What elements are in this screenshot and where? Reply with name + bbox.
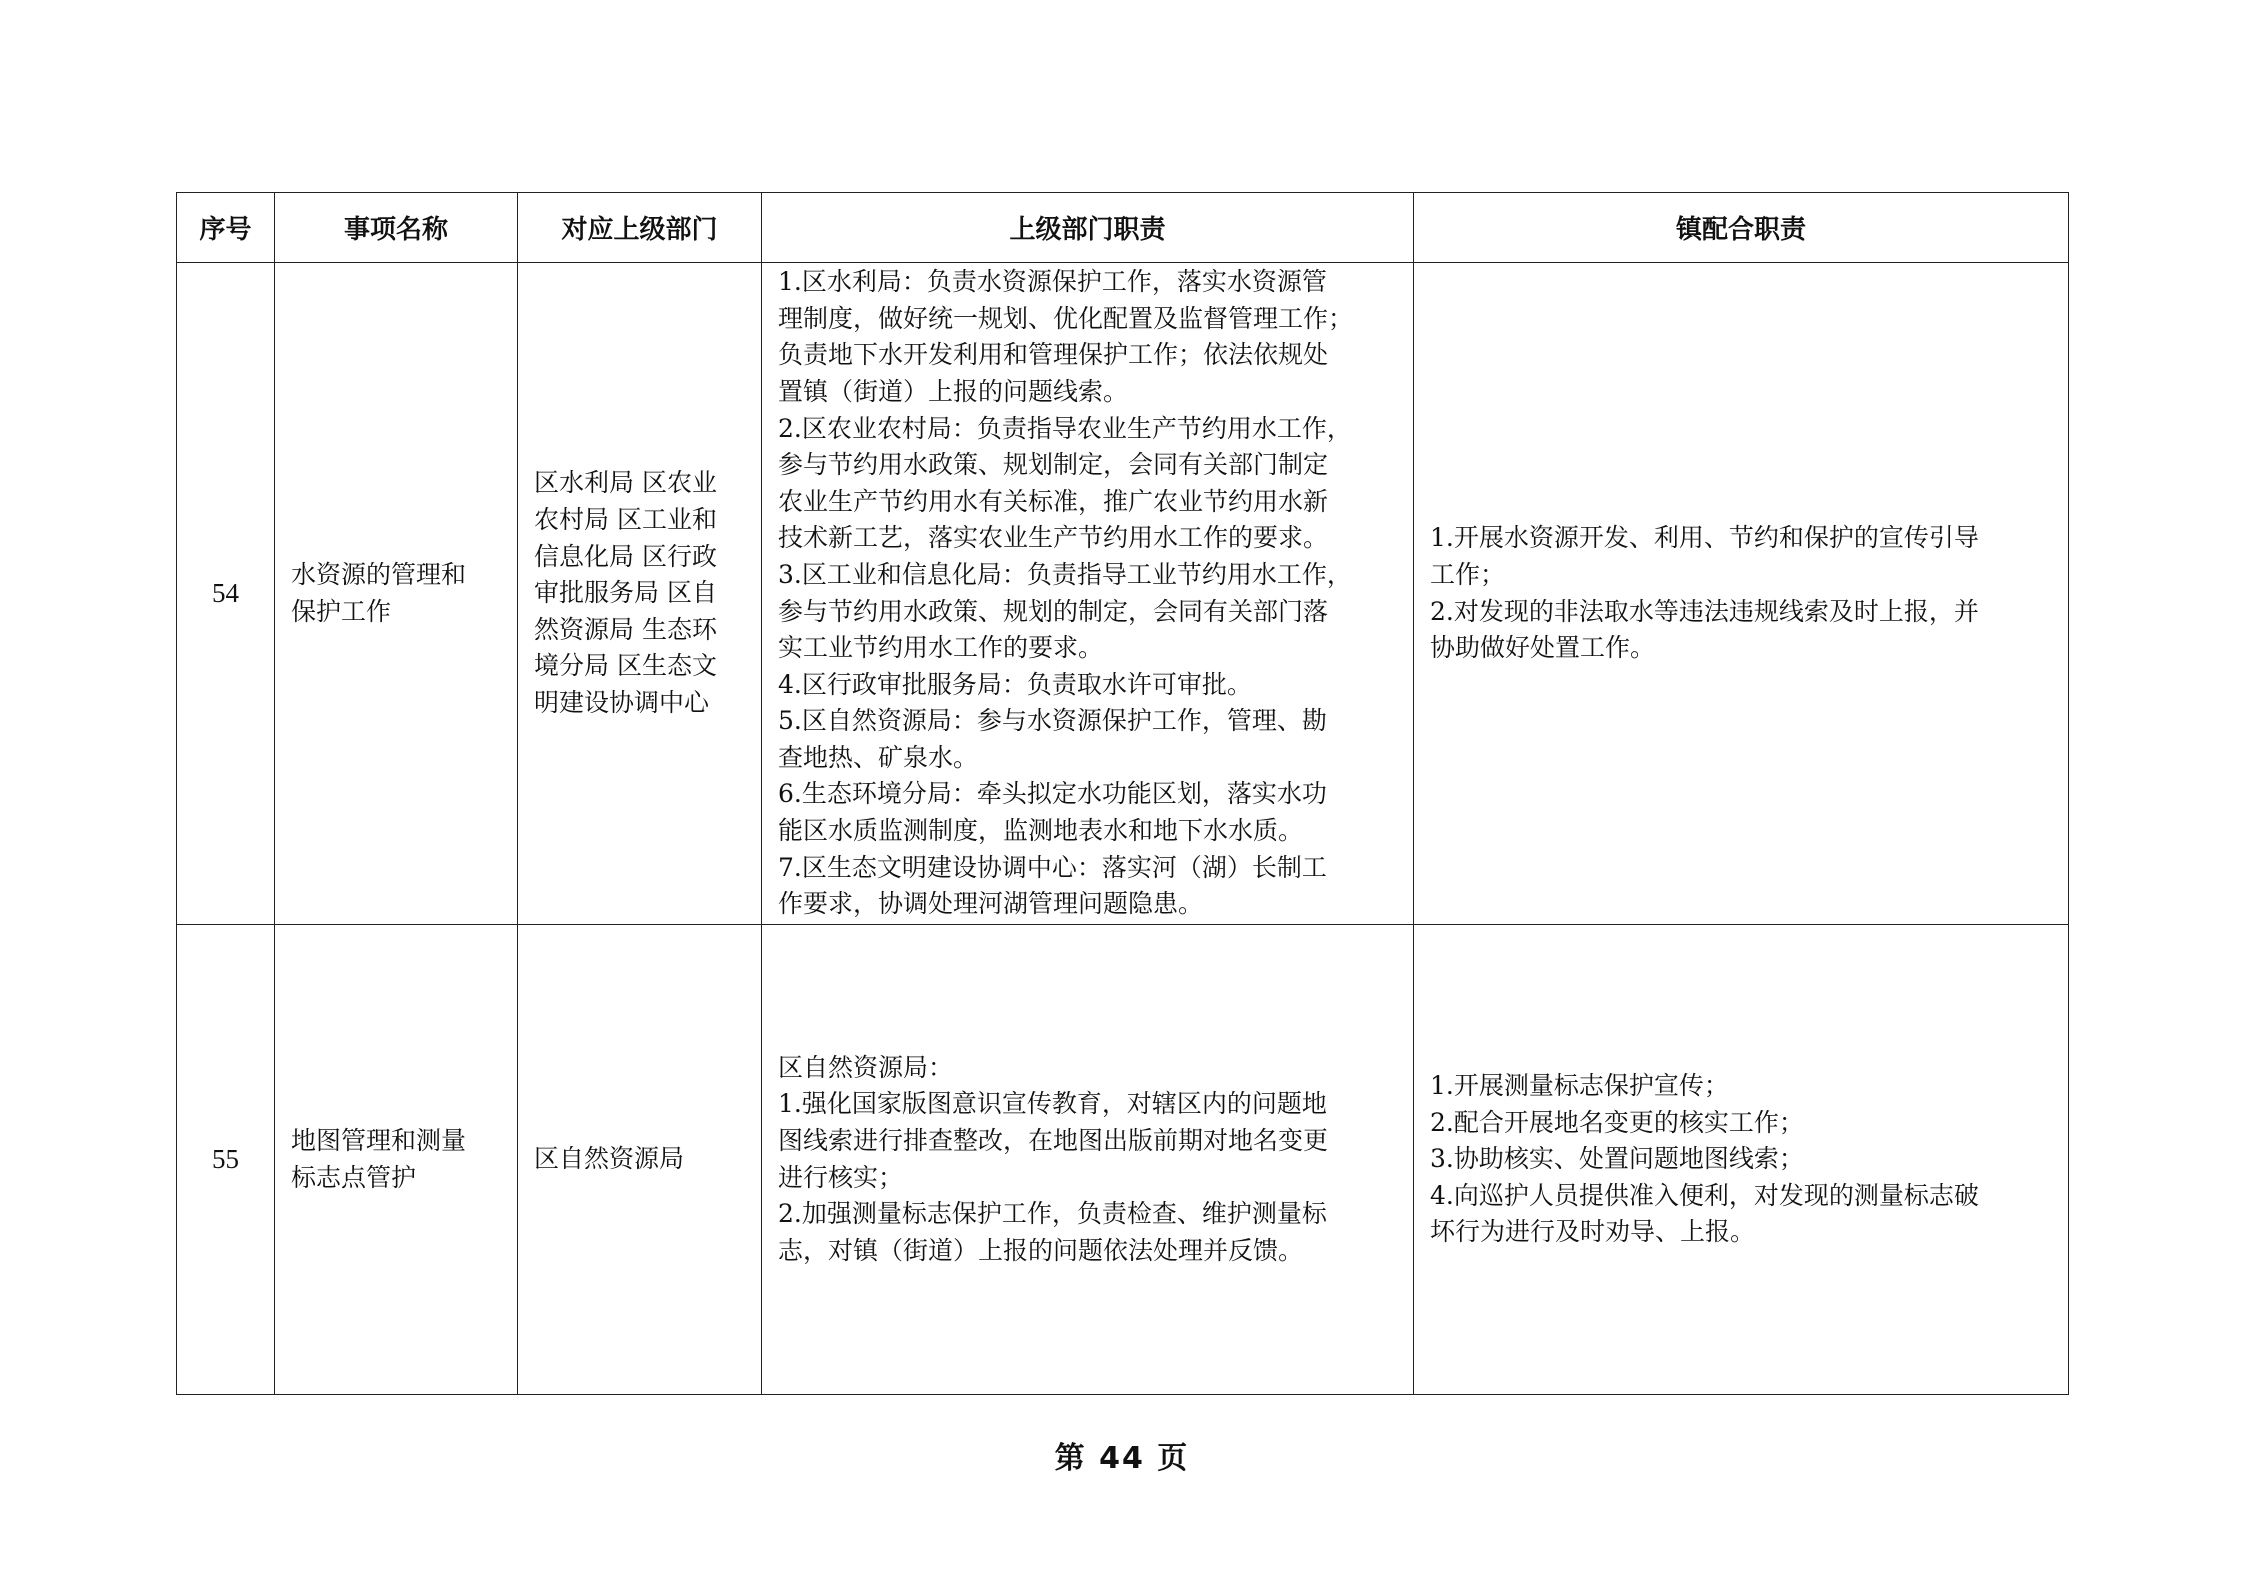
item-name-line: 水资源的管理和 <box>291 559 467 589</box>
town-responsibility-line: 协助做好处置工作。 <box>1430 633 1656 663</box>
item-name-line: 标志点管护 <box>291 1162 417 1192</box>
header-superior-responsibility: 上级部门职责 <box>762 193 1414 263</box>
responsibility-line: 5.区自然资源局：参与水资源保护工作，管理、勘 <box>778 706 1327 736</box>
responsibility-line: 4.区行政审批服务局：负责取水许可审批。 <box>778 669 1252 699</box>
responsibility-line: 参与节约用水政策、规划制定，会同有关部门制定 <box>778 450 1329 480</box>
town-responsibility-line: 2.对发现的非法取水等违法违规线索及时上报，并 <box>1430 596 1979 626</box>
item-name-line: 地图管理和测量 <box>291 1125 467 1155</box>
responsibility-line: 理制度，做好统一规划、优化配置及监督管理工作； <box>778 303 1354 333</box>
responsibility-line: 进行核实； <box>778 1162 904 1192</box>
department-line: 明建设协调中心 <box>534 687 710 717</box>
department-cell <box>518 925 762 1395</box>
town-responsibility-line: 坏行为进行及时劝导、上报。 <box>1430 1217 1756 1247</box>
department-cell <box>518 263 762 925</box>
responsibility-line: 作要求，协调处理河湖管理问题隐患。 <box>778 889 1204 919</box>
town-responsibility-line: 1.开展测量标志保护宣传； <box>1430 1071 1729 1101</box>
responsibility-line: 农业生产节约用水有关标准，推广农业节约用水新 <box>778 486 1329 516</box>
superior-responsibility-cell <box>762 263 1414 925</box>
responsibility-line: 技术新工艺，落实农业生产节约用水工作的要求。 <box>778 523 1329 553</box>
town-responsibility-line: 3.协助核实、处置问题地图线索； <box>1430 1144 1804 1174</box>
header-superior-department: 对应上级部门 <box>518 193 762 263</box>
department-line: 区水利局 区农业 <box>534 468 717 498</box>
town-responsibility-line: 4.向巡护人员提供准入便利，对发现的测量标志破 <box>1430 1180 1979 1210</box>
responsibility-line: 6.生态环境分局：牵头拟定水功能区划，落实水功 <box>778 779 1327 809</box>
department-line: 然资源局 生态环 <box>534 614 717 644</box>
table-header-row <box>177 193 2069 263</box>
department-line: 审批服务局 区自 <box>534 578 717 608</box>
town-responsibility-line: 工作； <box>1430 559 1506 589</box>
responsibility-line: 1.区水利局：负责水资源保护工作，落实水资源管 <box>778 267 1327 297</box>
responsibility-line: 负责地下水开发利用和管理保护工作；依法依规处 <box>778 340 1329 370</box>
responsibility-table <box>176 192 2069 1395</box>
responsibility-line: 7.区生态文明建设协调中心：落实河（湖）长制工 <box>778 852 1327 882</box>
department-line: 境分局 区生态文 <box>534 651 717 681</box>
item-name-cell <box>275 263 518 925</box>
table-row <box>177 925 2069 1395</box>
responsibility-line: 志，对镇（街道）上报的问题依法处理并反馈。 <box>778 1235 1304 1265</box>
department-line: 农村局 区工业和 <box>534 505 717 535</box>
responsibility-line: 2.加强测量标志保护工作，负责检查、维护测量标 <box>778 1199 1327 1229</box>
responsibility-line: 能区水质监测制度，监测地表水和地下水水质。 <box>778 816 1304 846</box>
responsibility-line: 区自然资源局： <box>778 1052 954 1082</box>
superior-responsibility-cell <box>762 925 1414 1395</box>
town-responsibility-line: 2.配合开展地名变更的核实工作； <box>1430 1107 1804 1137</box>
item-name-cell <box>275 925 518 1395</box>
header-item-name: 事项名称 <box>275 193 518 263</box>
header-town-responsibility: 镇配合职责 <box>1414 193 2069 263</box>
responsibility-line: 参与节约用水政策、规划的制定，会同有关部门落 <box>778 596 1329 626</box>
responsibility-line: 2.区农业农村局：负责指导农业生产节约用水工作， <box>778 413 1352 443</box>
responsibility-line: 查地热、矿泉水。 <box>778 742 979 772</box>
responsibility-line: 置镇（街道）上报的问题线索。 <box>778 376 1129 406</box>
town-responsibility-line: 1.开展水资源开发、利用、节约和保护的宣传引导 <box>1430 523 1979 553</box>
department-line: 区自然资源局 <box>534 1144 685 1174</box>
department-line: 信息化局 区行政 <box>534 541 717 571</box>
table-row <box>177 263 2069 925</box>
responsibility-line: 实工业节约用水工作的要求。 <box>778 633 1104 663</box>
row-number: 55 <box>177 925 275 1395</box>
responsibility-line: 3.区工业和信息化局：负责指导工业节约用水工作， <box>778 559 1352 589</box>
item-name-line: 保护工作 <box>291 596 392 626</box>
header-number: 序号 <box>177 193 275 263</box>
responsibility-line: 1.强化国家版图意识宣传教育，对辖区内的问题地 <box>778 1089 1327 1119</box>
row-number: 54 <box>177 263 275 925</box>
town-responsibility-cell <box>1414 263 2069 925</box>
town-responsibility-cell <box>1414 925 2069 1395</box>
responsibility-line: 图线索进行排查整改，在地图出版前期对地名变更 <box>778 1125 1329 1155</box>
page-number: 第 44 页 <box>1054 1441 1190 1476</box>
